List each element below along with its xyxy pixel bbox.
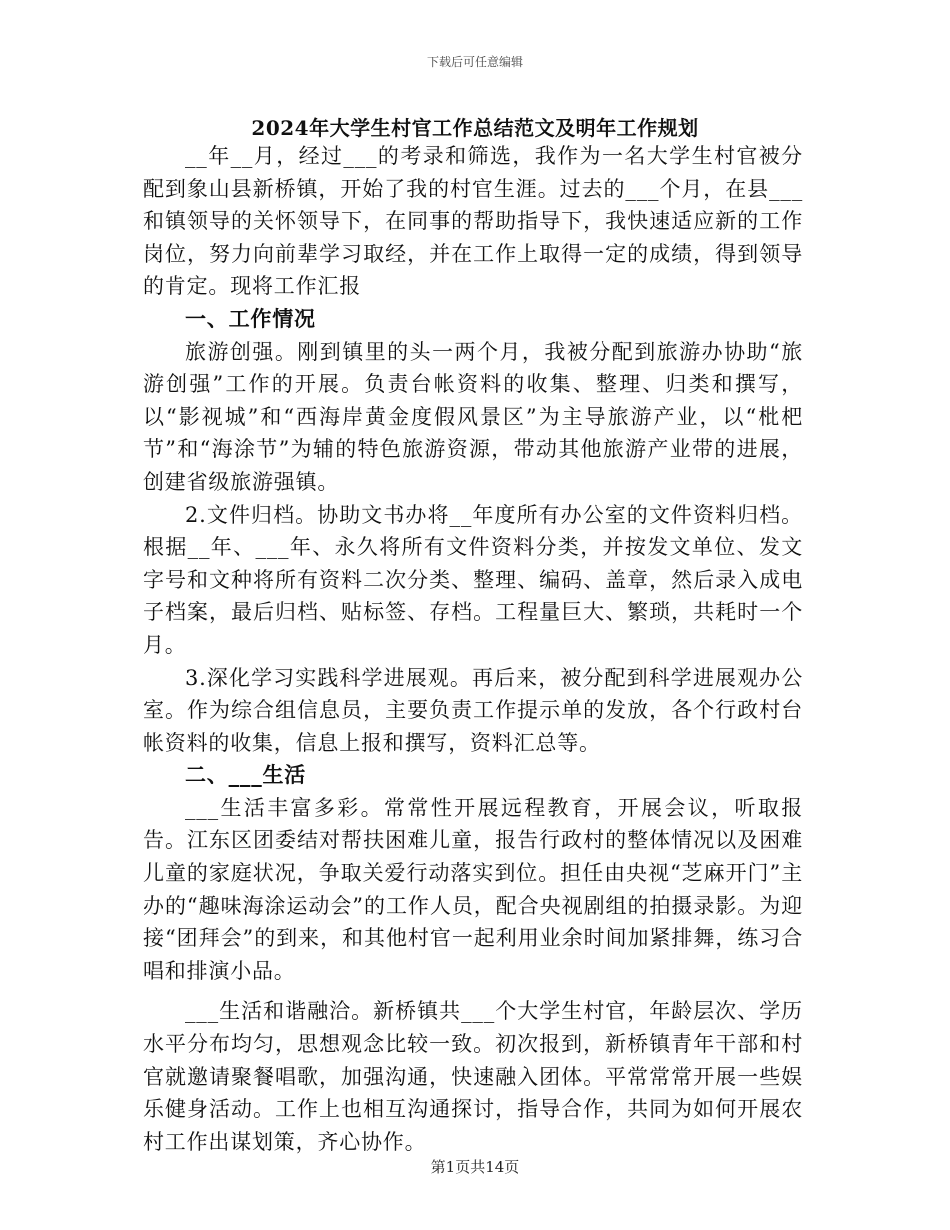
section-heading-work: 一、工作情况	[185, 305, 316, 331]
paragraph-gap	[143, 987, 803, 995]
section-heading-life: 二、___生活	[185, 762, 307, 788]
intro-paragraph: __年__月，经过___的考录和筛选，我作为一名大学生村官被分配到象山县新桥镇，开始了我的村官生涯。过去的___个月，在县___和镇领导的关怀领导下，在同事的帮助指导下，我快速适应新的工作岗位，努力向前辈学习取经，并在工作上取得一定的成绩，得到领导的肯定。现将工作汇报	[143, 144, 803, 299]
document-title: 2024年大学生村官工作总结范文及明年工作规划	[251, 116, 699, 140]
paragraph-life-harmony: ___生活和谐融洽。新桥镇共___个大学生村官，年龄层次、学历水平分布均匀，思想观念比较一致。初次报到，新桥镇青年干部和村官就邀请聚餐唱歌，加强沟通，快速融入团体。平常常常开展一些娱乐健身活动。工作上也相互沟通探讨，指导合作，共同为如何开展农村工作出谋划策，齐心协作。	[143, 999, 803, 1154]
header-note: 下载后可任意编辑	[426, 55, 523, 69]
paragraph-study: 3.深化学习实践科学进展观。再后来，被分配到科学进展观办公室。作为综合组信息员，主要负责工作提示单的发放，各个行政村台帐资料的收集，信息上报和撰写，资料汇总等。	[143, 665, 803, 755]
paragraph-tourism: 旅游创强。刚到镇里的头一两个月，我被分配到旅游办协助“旅游创强”工作的开展。负责台帐资料的收集、整理、归类和撰写，以“影视城”和“西海岸黄金度假风景区”为主导旅游产业，以“枇杷节”和“海涂节”为辅的特色旅游资源，带动其他旅游产业带的进展，创建省级旅游强镇。	[143, 339, 803, 494]
document-body	[143, 140, 803, 1158]
paragraph-life-rich: ___生活丰富多彩。常常性开展远程教育，开展会议，听取报告。江东区团委结对帮扶困难儿童，报告行政村的整体情况以及困难儿童的家庭状况，争取关爱行动落实到位。担任由央视“芝麻开门”主办的“趣味海涂运动会”的工作人员，配合央视剧组的拍摄录影。为迎接“团拜会”的到来，和其他村官一起利用业余时间加紧排舞，练习合唱和排演小品。	[143, 795, 803, 983]
page-footer: 第1页共14页	[430, 1158, 520, 1176]
paragraph-filing: 2.文件归档。协助文书办将__年度所有办公室的文件资料归档。根据__年、___年、永久将所有文件资料分类，并按发文单位、发文字号和文种将所有资料二次分类、整理、编码、盖章，然后录入成电子档案，最后归档、贴标签、存档。工程量巨大、繁琐，共耗时一个月。	[143, 502, 803, 657]
